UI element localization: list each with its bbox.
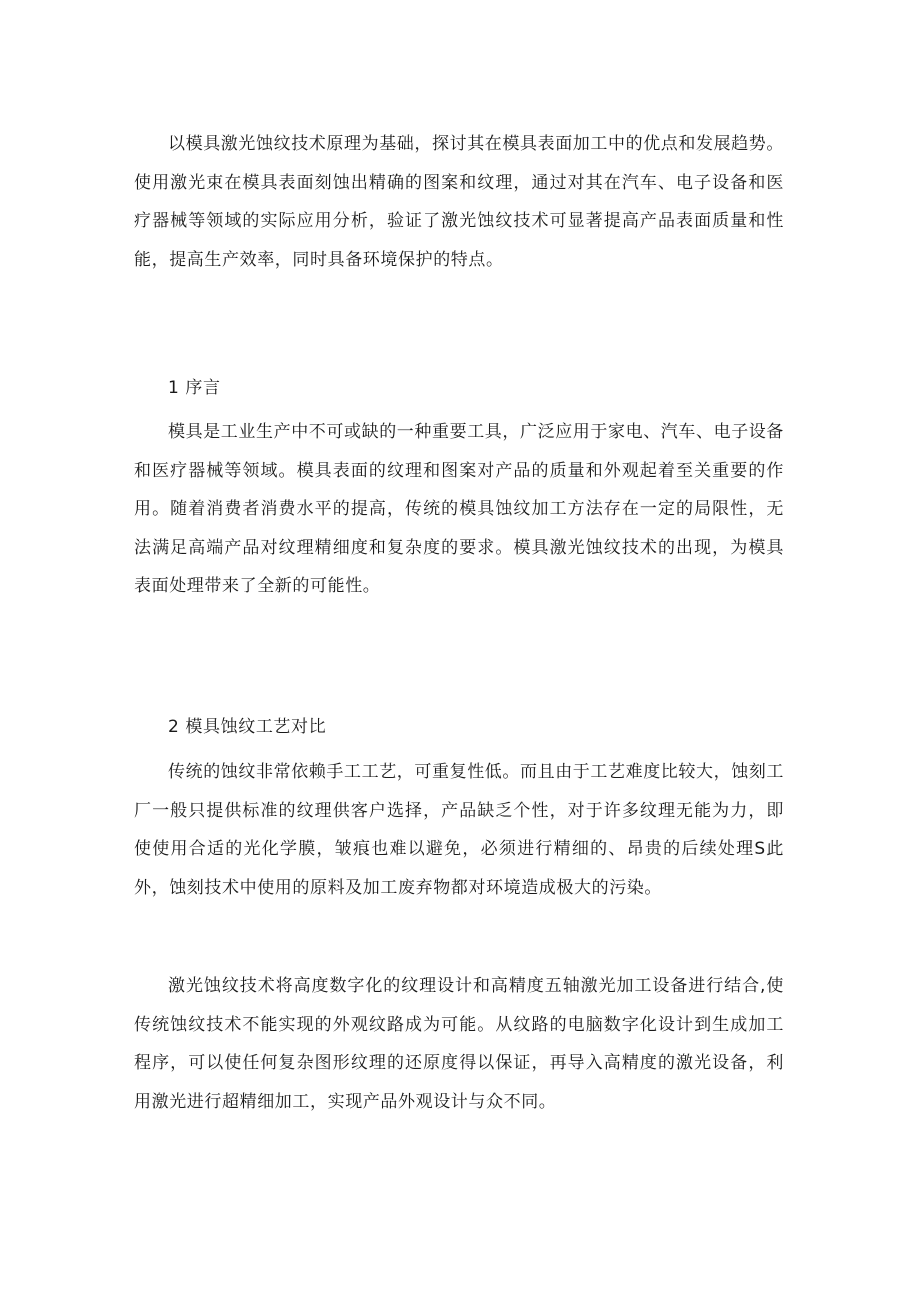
section-heading-preface: 1 序言 — [168, 378, 221, 398]
abstract-paragraph: 以模具激光蚀纹技术原理为基础，探讨其在模具表面加工中的优点和发展趋势。使用激光束在模具表面刻蚀出精确的图案和纹理，通过对其在汽车、电子设备和医疗器械等领域的实际应用分析，验证了激光蚀纹技术可显著提高产品表面质量和性能，提高生产效率，同时具备环境保护的特点。 — [134, 134, 784, 270]
section-2-paragraph-traditional: 传统的蚀纹非常依赖手工工艺，可重复性低。而且由于工艺难度比较大，蚀刻工厂一般只提供标准的纹理供客户选择，产品缺乏个性，对于许多纹理无能为力，即使使用合适的光化学膜，皱痕也难以避免，必须进行精细的、昂贵的后续处理S此外，蚀刻技术中使用的原料及加工废弃物都对环境造成极大的污染。 — [134, 762, 784, 898]
section-heading-process-comparison: 2 模具蚀纹工艺对比 — [168, 717, 327, 737]
section-2-paragraph-laser: 激光蚀纹技术将高度数字化的纹理设计和高精度五轴激光加工设备进行结合,使传统蚀纹技术不能实现的外观纹路成为可能。从纹路的电脑数字化设计到生成加工程序，可以使任何复杂图形纹理的还原度得以保证，再导入高精度的激光设备，利用激光进行超精细加工，实现产品外观设计与众不同。 — [134, 976, 784, 1112]
section-1-paragraph: 模具是工业生产中不可或缺的一种重要工具，广泛应用于家电、汽车、电子设备和医疗器械等领域。模具表面的纹理和图案对产品的质量和外观起着至关重要的作用。随着消费者消费水平的提高，传统的模具蚀纹加工方法存在一定的局限性，无法满足高端产品对纹理精细度和复杂度的要求。模具激光蚀纹技术的出现，为模具表面处理带来了全新的可能性。 — [134, 422, 784, 596]
